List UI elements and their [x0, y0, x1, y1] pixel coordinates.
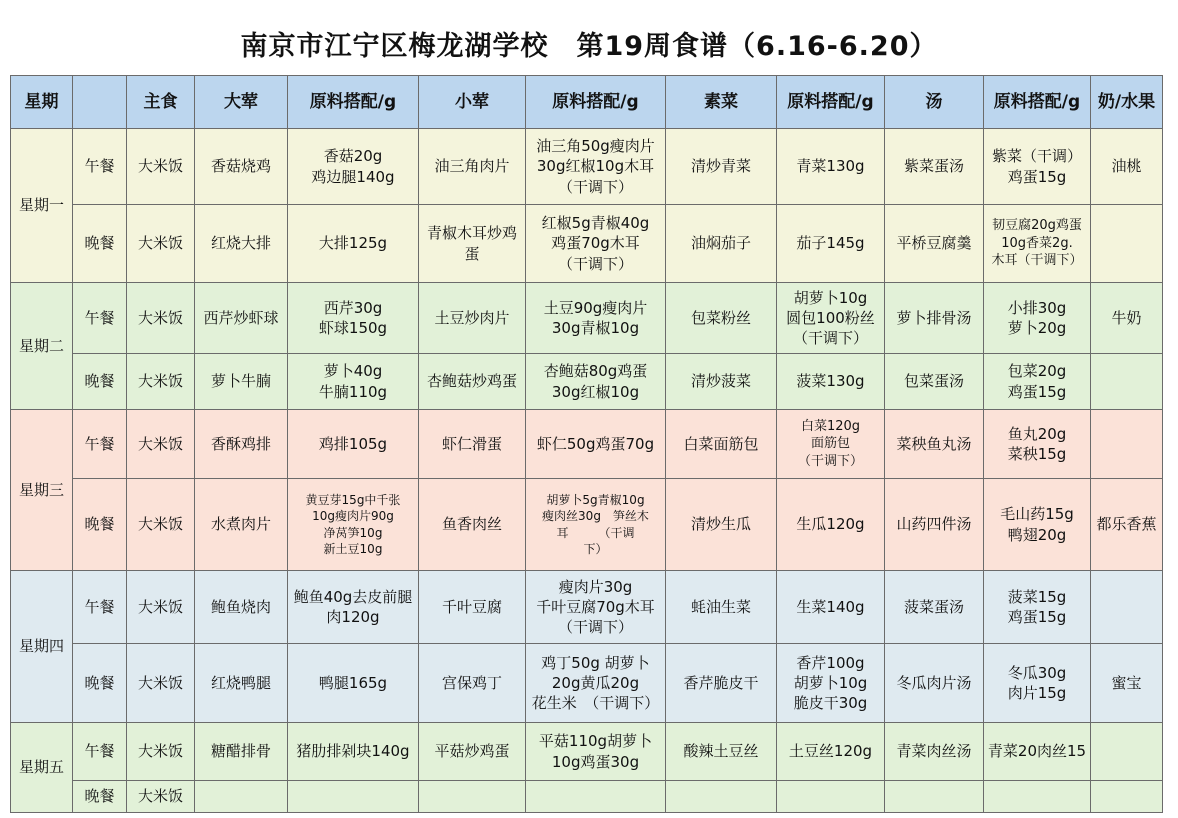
- vegetable-cell: 清炒青菜: [666, 129, 777, 205]
- small-meat-cell: [419, 781, 526, 813]
- page-title: 南京市江宁区梅龙湖学校 第19周食谱（6.16-6.20）: [240, 31, 938, 62]
- milk-fruit-cell: 都乐香蕉: [1091, 479, 1163, 571]
- vegetable-cell: 蚝油生菜: [666, 571, 777, 644]
- veg-ingredients-cell: 生瓜120g: [777, 479, 885, 571]
- big-ingredients-cell: 香菇20g 鸡边腿140g: [288, 129, 419, 205]
- soup-ingredients-cell: 冬瓜30g 肉片15g: [984, 644, 1091, 723]
- big-ingredients-cell: 黄豆芽15g中千张 10g瘦肉片90g 净莴笋10g 新土豆10g: [288, 479, 419, 571]
- vegetable-cell: [666, 781, 777, 813]
- staple-cell: 大米饭: [127, 723, 195, 781]
- staple-cell: 大米饭: [127, 205, 195, 283]
- header-big-ingredients: 原料搭配/g: [288, 76, 419, 129]
- day-4-dinner-row: [11, 644, 1163, 723]
- meal-cell: 午餐: [73, 283, 127, 354]
- veg-ingredients-cell: 香芹100g 胡萝卜10g 脆皮干30g: [777, 644, 885, 723]
- milk-fruit-cell: [1091, 571, 1163, 644]
- staple-cell: 大米饭: [127, 571, 195, 644]
- big-ingredients-cell: 鲍鱼40g去皮前腿 肉120g: [288, 571, 419, 644]
- veg-ingredients-cell: 白菜120g 面筋包 （干调下）: [777, 410, 885, 479]
- soup-cell: 菜秧鱼丸汤: [885, 410, 984, 479]
- soup-cell: 菠菜蛋汤: [885, 571, 984, 644]
- vegetable-cell: 香芹脆皮干: [666, 644, 777, 723]
- day-2-dinner-row: [11, 354, 1163, 410]
- big-ingredients-cell: 猪肋排剁块140g: [288, 723, 419, 781]
- meal-cell: 午餐: [73, 129, 127, 205]
- soup-cell: 紫菜蛋汤: [885, 129, 984, 205]
- small-meat-cell: 青椒木耳炒鸡 蛋: [419, 205, 526, 283]
- staple-cell: 大米饭: [127, 479, 195, 571]
- header-soup-ingredients: 原料搭配/g: [984, 76, 1091, 129]
- meal-cell: 晚餐: [73, 781, 127, 813]
- milk-fruit-cell: [1091, 723, 1163, 781]
- day-4-lunch-row: [11, 571, 1163, 644]
- milk-fruit-cell: [1091, 354, 1163, 410]
- small-meat-cell: 千叶豆腐: [419, 571, 526, 644]
- soup-cell: 萝卜排骨汤: [885, 283, 984, 354]
- soup-ingredients-cell: 毛山药15g 鸭翅20g: [984, 479, 1091, 571]
- soup-ingredients-cell: [984, 781, 1091, 813]
- small-ingredients-cell: 红椒5g青椒40g 鸡蛋70g木耳 （干调下）: [526, 205, 666, 283]
- big-ingredients-cell: 西芹30g 虾球150g: [288, 283, 419, 354]
- header-veg-ingredients: 原料搭配/g: [777, 76, 885, 129]
- big-meat-cell: 水煮肉片: [195, 479, 288, 571]
- weekday-cell: 星期四: [11, 571, 73, 723]
- milk-fruit-cell: 油桃: [1091, 129, 1163, 205]
- vegetable-cell: 油焖茄子: [666, 205, 777, 283]
- header-meal: [73, 76, 127, 129]
- small-meat-cell: 油三角肉片: [419, 129, 526, 205]
- staple-cell: 大米饭: [127, 354, 195, 410]
- big-meat-cell: [195, 781, 288, 813]
- staple-cell: 大米饭: [127, 283, 195, 354]
- day-5-lunch-row: [11, 723, 1163, 781]
- milk-fruit-cell: 牛奶: [1091, 283, 1163, 354]
- day-3-dinner-row: [11, 479, 1163, 571]
- vegetable-cell: 酸辣土豆丝: [666, 723, 777, 781]
- big-ingredients-cell: 鸡排105g: [288, 410, 419, 479]
- small-meat-cell: 鱼香肉丝: [419, 479, 526, 571]
- veg-ingredients-cell: 菠菜130g: [777, 354, 885, 410]
- menu-table: [10, 75, 1163, 813]
- soup-cell: 平桥豆腐羹: [885, 205, 984, 283]
- small-meat-cell: 杏鲍菇炒鸡蛋: [419, 354, 526, 410]
- meal-cell: 午餐: [73, 571, 127, 644]
- veg-ingredients-cell: 茄子145g: [777, 205, 885, 283]
- soup-ingredients-cell: 紫菜（干调） 鸡蛋15g: [984, 129, 1091, 205]
- soup-cell: 山药四件汤: [885, 479, 984, 571]
- staple-cell: 大米饭: [127, 129, 195, 205]
- soup-ingredients-cell: 鱼丸20g 菜秧15g: [984, 410, 1091, 479]
- soup-ingredients-cell: 韧豆腐20g鸡蛋 10g香菜2g. 木耳（干调下）: [984, 205, 1091, 283]
- meal-cell: 晚餐: [73, 644, 127, 723]
- big-meat-cell: 萝卜牛腩: [195, 354, 288, 410]
- small-meat-cell: 宫保鸡丁: [419, 644, 526, 723]
- small-ingredients-cell: 胡萝卜5g青椒10g 瘦肉丝30g 笋丝木 耳 （干调 下）: [526, 479, 666, 571]
- big-meat-cell: 西芹炒虾球: [195, 283, 288, 354]
- big-meat-cell: 红烧鸭腿: [195, 644, 288, 723]
- small-meat-cell: 土豆炒肉片: [419, 283, 526, 354]
- meal-cell: 午餐: [73, 723, 127, 781]
- soup-cell: 青菜肉丝汤: [885, 723, 984, 781]
- soup-ingredients-cell: 包菜20g 鸡蛋15g: [984, 354, 1091, 410]
- vegetable-cell: 白菜面筋包: [666, 410, 777, 479]
- small-ingredients-cell: 虾仁50g鸡蛋70g: [526, 410, 666, 479]
- meal-cell: 午餐: [73, 410, 127, 479]
- day-2-lunch-row: [11, 283, 1163, 354]
- small-ingredients-cell: 油三角50g瘦肉片 30g红椒10g木耳 （干调下）: [526, 129, 666, 205]
- soup-ingredients-cell: 菠菜15g 鸡蛋15g: [984, 571, 1091, 644]
- header-big-meat: 大荤: [195, 76, 288, 129]
- header-staple: 主食: [127, 76, 195, 129]
- soup-cell: 冬瓜肉片汤: [885, 644, 984, 723]
- veg-ingredients-cell: 土豆丝120g: [777, 723, 885, 781]
- day-3-lunch-row: [11, 410, 1163, 479]
- small-meat-cell: 虾仁滑蛋: [419, 410, 526, 479]
- header-vegetable: 素菜: [666, 76, 777, 129]
- header-weekday: 星期: [11, 76, 73, 129]
- header-small-ingredients: 原料搭配/g: [526, 76, 666, 129]
- big-meat-cell: 鲍鱼烧肉: [195, 571, 288, 644]
- weekday-cell: 星期一: [11, 129, 73, 283]
- small-ingredients-cell: 瘦肉片30g 千叶豆腐70g木耳 （干调下）: [526, 571, 666, 644]
- veg-ingredients-cell: 生菜140g: [777, 571, 885, 644]
- big-ingredients-cell: [288, 781, 419, 813]
- vegetable-cell: 清炒生瓜: [666, 479, 777, 571]
- meal-cell: 晚餐: [73, 479, 127, 571]
- big-ingredients-cell: 鸭腿165g: [288, 644, 419, 723]
- staple-cell: 大米饭: [127, 410, 195, 479]
- big-meat-cell: 糖醋排骨: [195, 723, 288, 781]
- big-meat-cell: 红烧大排: [195, 205, 288, 283]
- small-meat-cell: 平菇炒鸡蛋: [419, 723, 526, 781]
- weekday-cell: 星期五: [11, 723, 73, 813]
- milk-fruit-cell: [1091, 410, 1163, 479]
- soup-ingredients-cell: 小排30g 萝卜20g: [984, 283, 1091, 354]
- header-row: [11, 76, 1163, 129]
- soup-cell: 包菜蛋汤: [885, 354, 984, 410]
- big-ingredients-cell: 大排125g: [288, 205, 419, 283]
- staple-cell: 大米饭: [127, 781, 195, 813]
- big-meat-cell: 香菇烧鸡: [195, 129, 288, 205]
- day-5-dinner-row: [11, 781, 1163, 813]
- small-ingredients-cell: [526, 781, 666, 813]
- soup-cell: [885, 781, 984, 813]
- day-1-dinner-row: [11, 205, 1163, 283]
- meal-cell: 晚餐: [73, 354, 127, 410]
- small-ingredients-cell: 鸡丁50g 胡萝卜 20g黄瓜20g 花生米 （干调下）: [526, 644, 666, 723]
- milk-fruit-cell: [1091, 781, 1163, 813]
- vegetable-cell: 包菜粉丝: [666, 283, 777, 354]
- header-soup: 汤: [885, 76, 984, 129]
- weekday-cell: 星期二: [11, 283, 73, 410]
- small-ingredients-cell: 土豆90g瘦肉片 30g青椒10g: [526, 283, 666, 354]
- veg-ingredients-cell: 胡萝卜10g 圆包100粉丝 （干调下）: [777, 283, 885, 354]
- header-small-meat: 小荤: [419, 76, 526, 129]
- vegetable-cell: 清炒菠菜: [666, 354, 777, 410]
- small-ingredients-cell: 平菇110g胡萝卜 10g鸡蛋30g: [526, 723, 666, 781]
- meal-cell: 晚餐: [73, 205, 127, 283]
- milk-fruit-cell: 蜜宝: [1091, 644, 1163, 723]
- weekday-cell: 星期三: [11, 410, 73, 571]
- staple-cell: 大米饭: [127, 644, 195, 723]
- milk-fruit-cell: [1091, 205, 1163, 283]
- day-1-lunch-row: [11, 129, 1163, 205]
- veg-ingredients-cell: [777, 781, 885, 813]
- header-milk-fruit: 奶/水果: [1091, 76, 1163, 129]
- big-meat-cell: 香酥鸡排: [195, 410, 288, 479]
- small-ingredients-cell: 杏鲍菇80g鸡蛋 30g红椒10g: [526, 354, 666, 410]
- big-ingredients-cell: 萝卜40g 牛腩110g: [288, 354, 419, 410]
- veg-ingredients-cell: 青菜130g: [777, 129, 885, 205]
- soup-ingredients-cell: 青菜20肉丝15: [984, 723, 1091, 781]
